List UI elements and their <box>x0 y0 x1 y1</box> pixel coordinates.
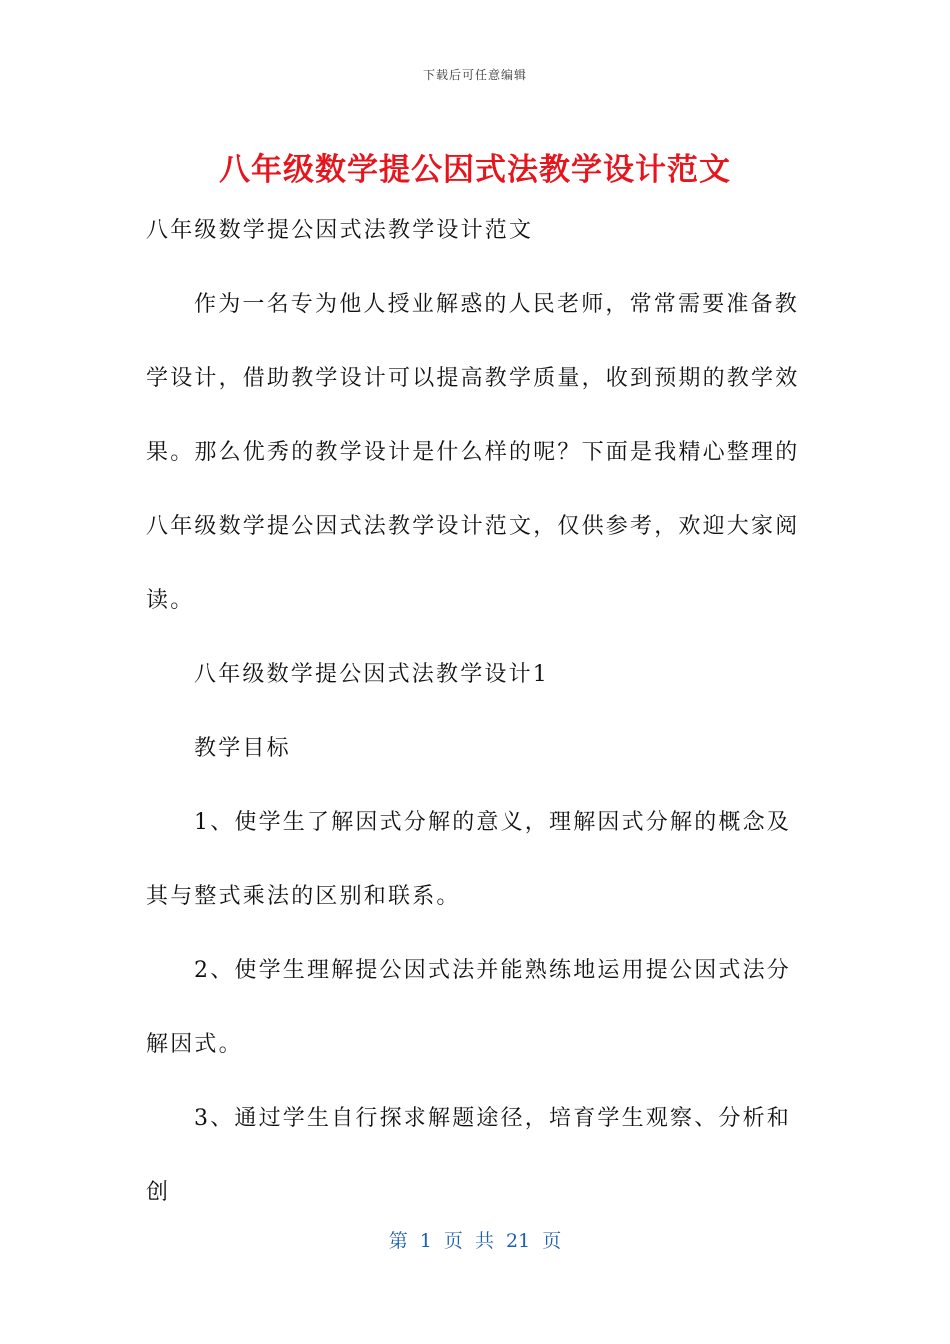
objective-item: 3、通过学生自行探求解题途径，培育学生观察、分析和创 <box>146 1106 791 1205</box>
section-heading: 八年级数学提公因式法教学设计1 <box>194 662 549 687</box>
subsection-heading: 教学目标 <box>194 736 291 761</box>
document-body <box>146 194 806 1230</box>
document-title: 八年级数学提公因式法教学设计范文 <box>219 152 731 188</box>
objective-item: 1、使学生了解因式分解的意义，理解因式分解的概念及其与整式乘法的区别和联系。 <box>146 810 791 909</box>
objective-item: 2、使学生理解提公因式法并能熟练地运用提公因式法分解因式。 <box>146 958 791 1057</box>
paragraph-subtitle: 八年级数学提公因式法教学设计范文 <box>146 218 534 243</box>
page-number: 第 1 页 共 21 页 <box>388 1230 562 1252</box>
paragraph-intro: 作为一名专为他人授业解惑的人民老师，常常需要准备教学设计，借助教学设计可以提高教学质量，收到预期的教学效果。那么优秀的教学设计是什么样的呢？下面是我精心整理的八年级数学提公因式法教学设计范文，仅供参考，欢迎大家阅读。 <box>146 292 800 613</box>
header-note: 下载后可任意编辑 <box>422 68 527 82</box>
